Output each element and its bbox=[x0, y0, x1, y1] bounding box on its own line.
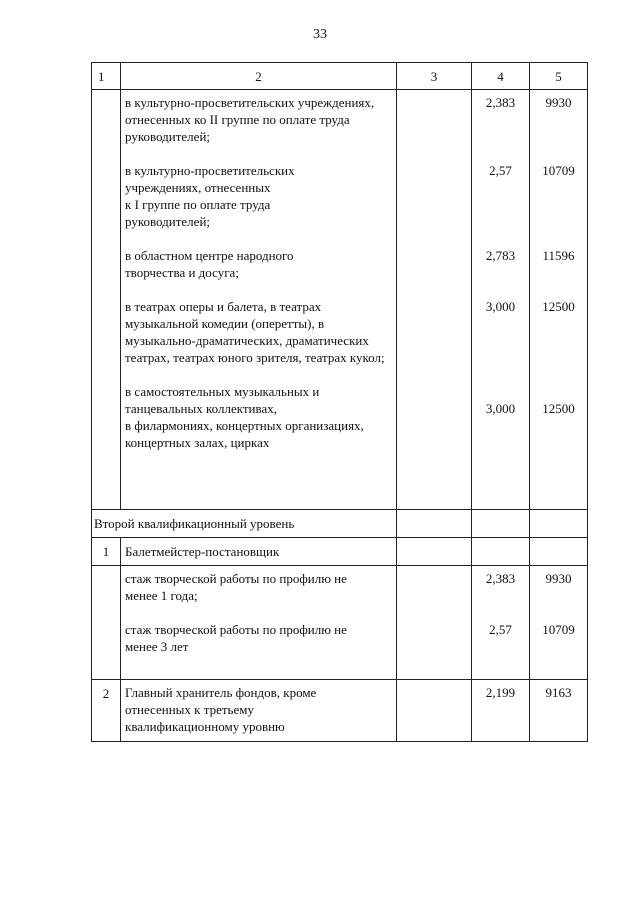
header-col-3: 3 bbox=[397, 63, 472, 90]
coefficient: 2,57 bbox=[489, 163, 512, 178]
table-row bbox=[92, 566, 588, 680]
header-col-4: 4 bbox=[472, 63, 530, 90]
index-cell bbox=[92, 90, 121, 510]
header-col-1: 1 bbox=[92, 63, 121, 90]
col5-cell bbox=[530, 90, 588, 510]
table-row bbox=[92, 680, 588, 742]
table-row bbox=[92, 538, 588, 566]
coefficient: 3,000 bbox=[485, 401, 516, 416]
col5-cell bbox=[530, 680, 588, 742]
list-item: в культурно-просветительских учреждениях, отнесенных ко II группе по оплате труда руководителей; bbox=[125, 95, 375, 144]
col3-cell bbox=[397, 90, 472, 510]
salary-value: 9930 bbox=[545, 571, 572, 586]
index-cell bbox=[92, 566, 121, 680]
description-cell bbox=[121, 566, 397, 680]
col3-cell bbox=[397, 566, 472, 680]
list-item: в театрах оперы и балета, в театрах музыкальной комедии (оперетты), в музыкально-драматических, драматических театрах, театрах юного зрителя, театрах кукол; bbox=[125, 299, 385, 365]
empty-cell bbox=[530, 510, 588, 538]
description-cell bbox=[121, 680, 397, 742]
salary-value: 12500 bbox=[542, 401, 575, 416]
empty-cell bbox=[472, 538, 530, 566]
col3-cell bbox=[397, 680, 472, 742]
salary-table bbox=[91, 62, 588, 742]
coefficient: 2,383 bbox=[485, 571, 516, 586]
coefficient: 3,000 bbox=[485, 299, 516, 314]
list-item: в самостоятельных музыкальных и танцевальных коллективах, в филармониях, концертных организациях, концертных залах, цирках bbox=[125, 384, 364, 450]
coefficient: 2,783 bbox=[485, 248, 516, 263]
coefficient: 2,57 bbox=[489, 622, 512, 637]
empty-cell bbox=[397, 510, 472, 538]
col4-cell bbox=[472, 680, 530, 742]
list-item: в областном центре народного творчества и досуга; bbox=[125, 248, 294, 280]
salary-value: 10709 bbox=[542, 622, 575, 637]
list-item: стаж творческой работы по профилю не менее 3 лет bbox=[125, 622, 347, 654]
table-row bbox=[92, 90, 588, 510]
empty-cell bbox=[472, 510, 530, 538]
col4-cell bbox=[472, 566, 530, 680]
description-cell bbox=[121, 90, 397, 510]
position-title: Балетмейстер-постановщик bbox=[121, 538, 397, 566]
row-index: 2 bbox=[92, 680, 121, 742]
col5-cell bbox=[530, 566, 588, 680]
header-row bbox=[92, 63, 588, 90]
empty-cell bbox=[530, 538, 588, 566]
header-col-2: 2 bbox=[121, 63, 397, 90]
table-row bbox=[92, 510, 588, 538]
position-text: Главный хранитель фондов, кроме отнесенных к третьему квалификационному уровню bbox=[125, 685, 317, 734]
col4-cell bbox=[472, 90, 530, 510]
coefficient: 2,383 bbox=[485, 95, 516, 110]
salary-value: 9163 bbox=[545, 685, 572, 700]
empty-cell bbox=[397, 538, 472, 566]
salary-value: 12500 bbox=[542, 299, 575, 314]
page-number: 33 bbox=[313, 27, 327, 42]
qualification-level-label: Второй квалификационный уровень bbox=[92, 510, 397, 538]
row-index: 1 bbox=[92, 538, 121, 566]
list-item: стаж творческой работы по профилю не менее 1 года; bbox=[125, 571, 347, 603]
salary-value: 10709 bbox=[542, 163, 575, 178]
coefficient: 2,199 bbox=[485, 685, 516, 700]
salary-value: 9930 bbox=[545, 95, 572, 110]
list-item: в культурно-просветительских учреждениях, отнесенных к I группе по оплате труда руководителей; bbox=[125, 163, 295, 229]
salary-value: 11596 bbox=[542, 248, 575, 263]
header-col-5: 5 bbox=[530, 63, 588, 90]
